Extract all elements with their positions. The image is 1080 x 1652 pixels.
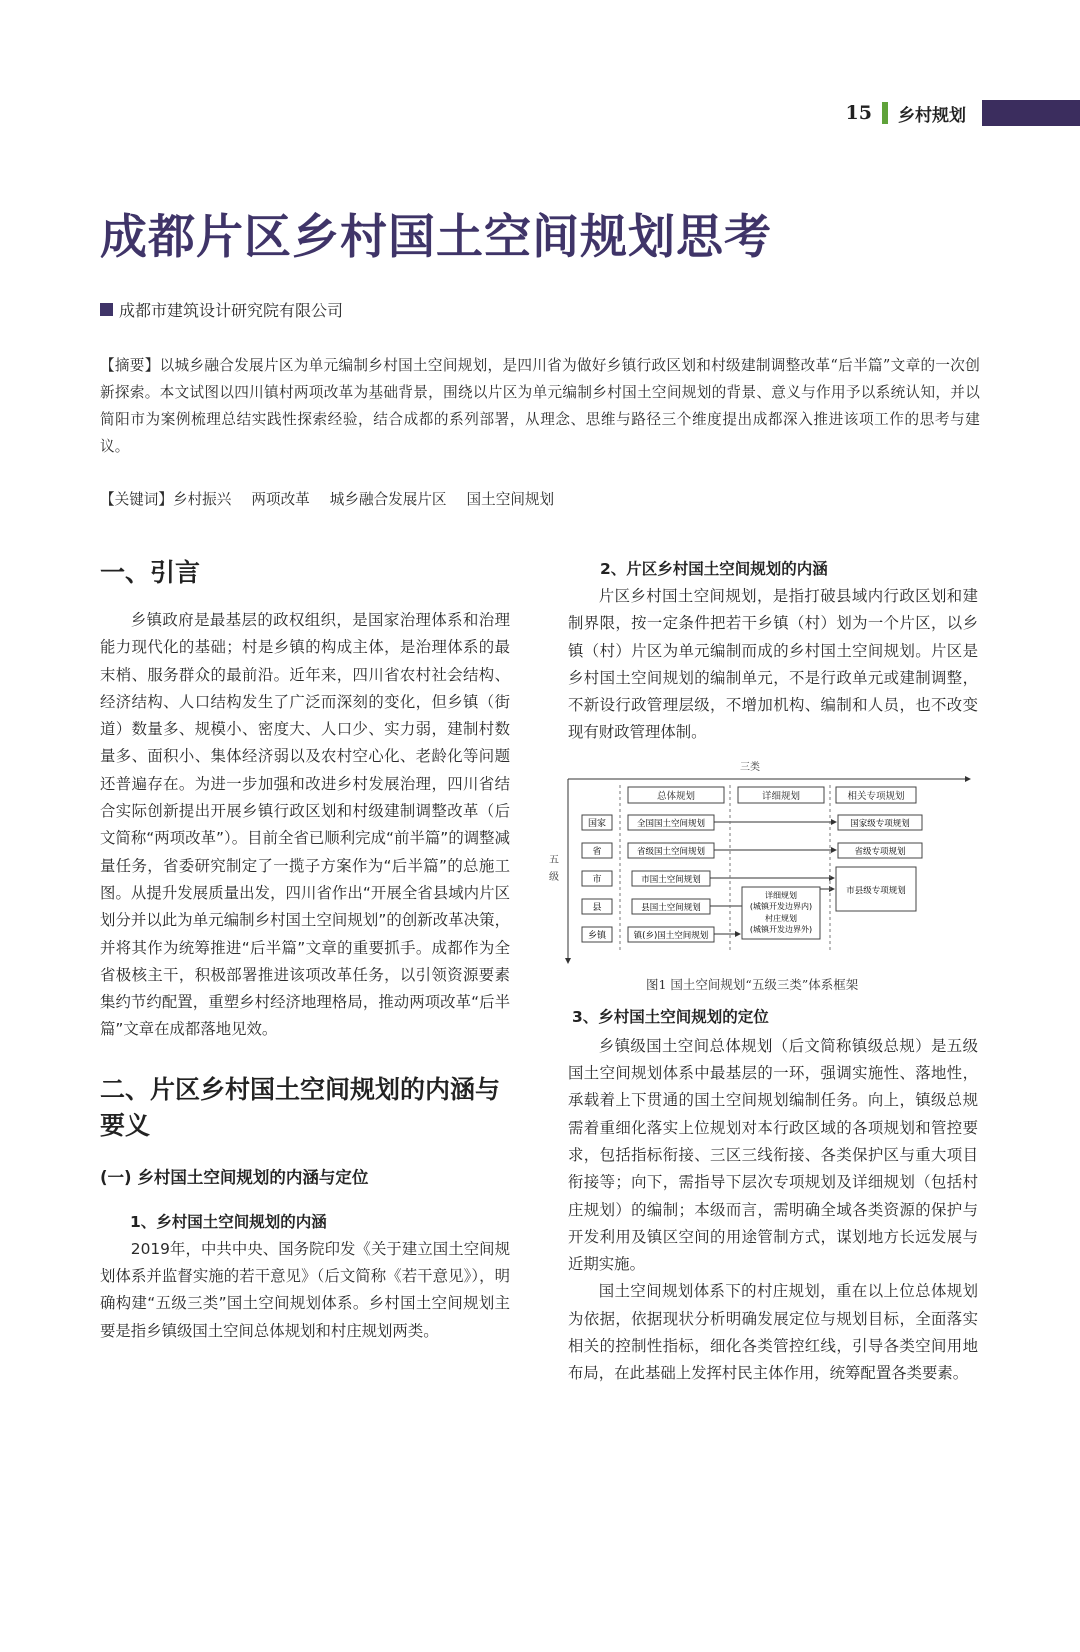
- subsection-heading: 1、乡村国土空间规划的内涵: [130, 1212, 327, 1231]
- subsection-heading: (一) 乡村国土空间规划的内涵与定位: [100, 1167, 369, 1187]
- paragraph: 片区乡村国土空间规划，是指打破县域内行政区划和建制界限，按一定条件把若干乡镇（村）划为一个片区，以乡镇（村）片区为单元编制而成的乡村国土空间规划。片区是乡村国土空间规划的编制单元，不是行政单元或建制调整，不新设行政管理层级，不增加机构、编制和人员，也不改变现有财政管理体制。: [568, 587, 978, 742]
- page-number: 15: [845, 102, 872, 124]
- keyword: 乡村振兴: [172, 491, 232, 508]
- fig-master-plan: 镇(乡)国土空间规划: [633, 930, 709, 941]
- square-bullet-icon: [100, 303, 113, 316]
- fig-special-plan: 省级专项规划: [854, 846, 906, 857]
- fig-top-label: 三类: [740, 761, 760, 773]
- figure-caption: 图1 国土空间规划“五级三类”体系框架: [646, 976, 859, 992]
- fig-special-plan: 市县级专项规划: [846, 885, 906, 896]
- fig-detail-line: 村庄规划: [765, 913, 797, 923]
- abstract: 【摘要】以城乡融合发展片区为单元编制乡村国土空间规划，是四川省为做好乡镇行政区划和村级建制调整改革“后半篇”文章的一次创新探索。本文试图以四川镇村两项改革为基础背景，围绕以片区为单元编制乡村国土空间规划的背景、意义与作用予以系统认知，并以简阳市为案例梳理总结实践性探索经验，结合成都的系列部署，从理念、思维与路径三个维度提出成都深入推进该项工作的思考与建议。: [100, 357, 980, 455]
- fig-detail-line: 详细规划: [765, 890, 797, 900]
- fig-master-plan: 全国国土空间规划: [636, 818, 706, 829]
- fig-level-label: 县: [592, 902, 602, 913]
- organization-name: 成都市建筑设计研究院有限公司: [119, 301, 344, 320]
- keyword: 两项改革: [251, 491, 310, 508]
- paragraph: 乡镇政府是最基层的政权组织，是国家治理体系和治理能力现代化的基础；村是乡镇的构成主体，是治理体系的最末梢、服务群众的最前沿。近年来，四川省农村社会结构、经济结构、人口结构发生了广泛而深刻的变化，但乡镇（街道）数量多、规模小、密度大、人口少、实力弱，建制村数量多、面积小、集体经济弱以及农村空心化、老龄化等问题还普遍存在。为进一步加强和改进乡村发展治理，四川省结合实际创新提出开展乡镇行政区划和村级建制调整改革（后文简称“两项改革”）。目前全省已顺利完成“前半篇”的调整减量任务，省委研究制定了一揽子方案作为“后半篇”的总施工图。从提升发展质量出发，四川省作出“开展全省县域内片区划分并以此为单元编制乡村国土空间规划”的创新改革决策，并将其作为统筹推进“后半篇”文章的重要抓手。成都作为全省极核主干，积极部署推进该项改革任务，以引领资源要素集约节约配置，重塑乡村经济地理格局，推动两项改革“后半篇”文章在成都落地见效。: [100, 611, 510, 1039]
- fig-side-label-2: 级: [549, 871, 559, 883]
- purple-accent-bar: [982, 100, 1080, 126]
- fig-col-header: 总体规划: [656, 790, 696, 802]
- fig-level-label: 省: [592, 846, 602, 857]
- fig-level-label: 市: [592, 874, 602, 885]
- left-column: [100, 555, 510, 1345]
- keyword: 城乡融合发展片区: [329, 491, 447, 508]
- right-column: [549, 557, 978, 1388]
- fig-col-header: 详细规划: [761, 790, 801, 802]
- keywords-label: 【关键词】: [100, 491, 173, 508]
- section-heading: 二、片区乡村国土空间规划的内涵与要义: [100, 1074, 501, 1140]
- paragraph: 乡镇级国土空间总体规划（后文简称镇级总规）是五级国土空间规划体系中最基层的一环，强调实施性、落地性，承载着上下贯通的国土空间规划编制任务。向上，镇级总规需着重细化落实上位规划对本行政区域的各项规划和管控要求，包括指标衔接、三区三线衔接、各类保护区与重大项目衔接等；向下，需指导下层次专项规划及详细规划（包括村庄规划）的编制；本级而言，需明确全域各类资源的保护与开发利用及镇区空间的用途管制方式，谋划地方长远发展与近期实施。: [568, 1036, 978, 1274]
- article-title: 成都片区乡村国土空间规划思考: [100, 210, 772, 265]
- figure-five-levels-three-types: [549, 755, 978, 992]
- section-label: 乡村规划: [898, 105, 966, 126]
- fig-master-plan: 市国土空间规划: [641, 874, 701, 885]
- keywords: [100, 488, 574, 509]
- subsection-heading: 2、片区乡村国土空间规划的内涵: [600, 560, 828, 578]
- page-header: [846, 100, 1080, 126]
- paragraph: 2019年，中共中央、国务院印发《关于建立国土空间规划体系并监督实施的若干意见》（后文简称《若干意见》），明确构建“五级三类”国土空间规划体系。乡村国土空间规划主要是指乡镇级国土空间总体规划和村庄规划两类。: [100, 1239, 510, 1340]
- fig-detail-line: (城镇开发边界内): [749, 901, 813, 911]
- fig-level-label: 乡镇: [587, 930, 607, 941]
- fig-col-header: 相关专项规划: [847, 790, 905, 802]
- green-accent-bar: [882, 102, 888, 124]
- fig-master-plan: 省级国土空间规划: [636, 846, 706, 857]
- organization-line: [100, 298, 343, 321]
- subsection-heading: 3、乡村国土空间规划的定位: [572, 1007, 769, 1026]
- fig-special-plan: 国家级专项规划: [850, 818, 910, 829]
- section-heading: 一、引言: [100, 558, 201, 587]
- keyword: 国土空间规划: [466, 491, 555, 508]
- paragraph: 国土空间规划体系下的村庄规划，重在以上位总体规划为依据，依据现状分析明确发展定位与规划目标，全面落实相关的控制性指标，细化各类管控红线，引导各类空间用地布局，在此基础上发挥村民主体作用，统筹配置各类要素。: [568, 1282, 978, 1383]
- fig-master-plan: 县国土空间规划: [641, 902, 701, 913]
- fig-level-label: 国家: [587, 818, 607, 829]
- fig-detail-line: (城镇开发边界外): [749, 924, 813, 934]
- fig-side-label-1: 五: [549, 854, 559, 866]
